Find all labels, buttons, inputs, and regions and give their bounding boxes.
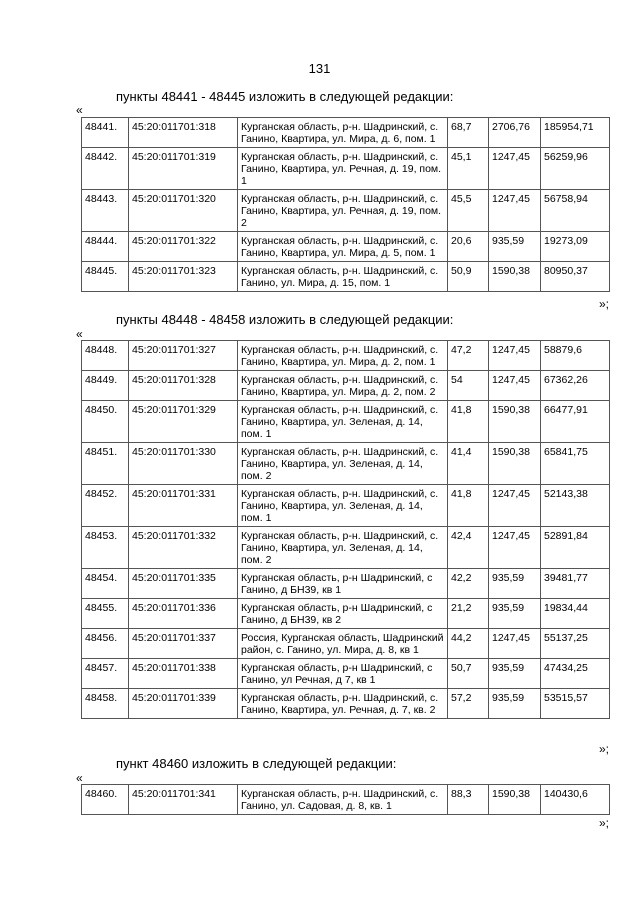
row-number-cell: 48455.	[82, 599, 129, 629]
address-cell: Курганская область, р-н. Шадринский, с. Ганино, ул. Садовая, д. 8, кв. 1	[238, 785, 448, 815]
cadastral-value-cell: 52891,84	[541, 527, 610, 569]
cadastral-number-cell: 45:20:011701:322	[129, 232, 238, 262]
table-row	[82, 118, 610, 148]
address-cell: Курганская область, р-н. Шадринский, с. Ганино, Квартира, ул. Зеленая, д. 14, пом. 1	[238, 401, 448, 443]
cadastral-number-cell: 45:20:011701:330	[129, 443, 238, 485]
area-cell: 88,3	[448, 785, 489, 815]
address-cell: Курганская область, р-н. Шадринский, с. Ганино, Квартира, ул. Мира, д. 2, пом. 1	[238, 341, 448, 371]
address-cell: Курганская область, р-н. Шадринский, с. Ганино, Квартира, ул. Зеленая, д. 14, пом. 2	[238, 443, 448, 485]
cadastral-number-cell: 45:20:011701:329	[129, 401, 238, 443]
row-number-cell: 48445.	[82, 262, 129, 292]
table-row	[82, 485, 610, 527]
row-number-cell: 48456.	[82, 629, 129, 659]
row-number-cell: 48441.	[82, 118, 129, 148]
cadastral-number-cell: 45:20:011701:337	[129, 629, 238, 659]
area-cell: 57,2	[448, 689, 489, 719]
table-row	[82, 569, 610, 599]
cadastral-value-cell: 66477,91	[541, 401, 610, 443]
rate-cell: 935,59	[489, 689, 541, 719]
address-cell: Курганская область, р-н. Шадринский, с. Ганино, Квартира, ул. Речная, д. 19, пом. 1	[238, 148, 448, 190]
row-number-cell: 48458.	[82, 689, 129, 719]
cadastral-number-cell: 45:20:011701:327	[129, 341, 238, 371]
table-row	[82, 689, 610, 719]
area-cell: 45,1	[448, 148, 489, 190]
close-quote: »;	[598, 816, 609, 830]
table-row	[82, 659, 610, 689]
open-quote: «	[76, 327, 83, 341]
registry-table	[81, 117, 610, 292]
row-number-cell: 48449.	[82, 371, 129, 401]
table-row	[82, 190, 610, 232]
rate-cell: 935,59	[489, 569, 541, 599]
cadastral-value-cell: 19273,09	[541, 232, 610, 262]
cadastral-number-cell: 45:20:011701:332	[129, 527, 238, 569]
cadastral-value-cell: 55137,25	[541, 629, 610, 659]
area-cell: 44,2	[448, 629, 489, 659]
row-number-cell: 48443.	[82, 190, 129, 232]
registry-table	[81, 340, 610, 719]
table-row	[82, 785, 610, 815]
area-cell: 68,7	[448, 118, 489, 148]
address-cell: Курганская область, р-н. Шадринский, с. Ганино, Квартира, ул. Речная, д. 7, кв. 2	[238, 689, 448, 719]
row-number-cell: 48451.	[82, 443, 129, 485]
cadastral-value-cell: 65841,75	[541, 443, 610, 485]
cadastral-number-cell: 45:20:011701:323	[129, 262, 238, 292]
cadastral-value-cell: 39481,77	[541, 569, 610, 599]
address-cell: Курганская область, р-н. Шадринский, с. Ганино, Квартира, ул. Мира, д. 6, пом. 1	[238, 118, 448, 148]
rate-cell: 1247,45	[489, 371, 541, 401]
cadastral-number-cell: 45:20:011701:331	[129, 485, 238, 527]
area-cell: 21,2	[448, 599, 489, 629]
cadastral-number-cell: 45:20:011701:341	[129, 785, 238, 815]
address-cell: Курганская область, р-н Шадринский, с Ганино, д БН39, кв 2	[238, 599, 448, 629]
table-row	[82, 443, 610, 485]
row-number-cell: 48457.	[82, 659, 129, 689]
cadastral-value-cell: 56259,96	[541, 148, 610, 190]
close-quote: »;	[598, 742, 609, 756]
area-cell: 41,8	[448, 485, 489, 527]
rate-cell: 1247,45	[489, 341, 541, 371]
cadastral-number-cell: 45:20:011701:335	[129, 569, 238, 599]
row-number-cell: 48452.	[82, 485, 129, 527]
cadastral-number-cell: 45:20:011701:320	[129, 190, 238, 232]
table-row	[82, 629, 610, 659]
rate-cell: 1590,38	[489, 785, 541, 815]
rate-cell: 1590,38	[489, 443, 541, 485]
table-row	[82, 232, 610, 262]
address-cell: Курганская область, р-н. Шадринский, с. Ганино, ул. Мира, д. 15, пом. 1	[238, 262, 448, 292]
area-cell: 42,2	[448, 569, 489, 599]
area-cell: 45,5	[448, 190, 489, 232]
cadastral-value-cell: 185954,71	[541, 118, 610, 148]
cadastral-value-cell: 52143,38	[541, 485, 610, 527]
rate-cell: 1590,38	[489, 262, 541, 292]
area-cell: 42,4	[448, 527, 489, 569]
table-row	[82, 527, 610, 569]
address-cell: Курганская область, р-н. Шадринский, с. Ганино, Квартира, ул. Зеленая, д. 14, пом. 1	[238, 485, 448, 527]
cadastral-number-cell: 45:20:011701:328	[129, 371, 238, 401]
close-quote: »;	[598, 297, 609, 311]
page-number: 131	[308, 61, 331, 76]
rate-cell: 935,59	[489, 659, 541, 689]
table-row	[82, 148, 610, 190]
address-cell: Курганская область, р-н Шадринский, с Ганино, д БН39, кв 1	[238, 569, 448, 599]
cadastral-value-cell: 80950,37	[541, 262, 610, 292]
section-intro: пункты 48441 - 48445 изложить в следующей редакции:	[116, 89, 454, 104]
cadastral-value-cell: 47434,25	[541, 659, 610, 689]
cadastral-value-cell: 56758,94	[541, 190, 610, 232]
cadastral-value-cell: 53515,57	[541, 689, 610, 719]
address-cell: Курганская область, р-н. Шадринский, с. Ганино, Квартира, ул. Зеленая, д. 14, пом. 2	[238, 527, 448, 569]
address-cell: Курганская область, р-н. Шадринский, с. Ганино, Квартира, ул. Речная, д. 19, пом. 2	[238, 190, 448, 232]
area-cell: 50,9	[448, 262, 489, 292]
table-row	[82, 341, 610, 371]
cadastral-number-cell: 45:20:011701:339	[129, 689, 238, 719]
rate-cell: 1247,45	[489, 629, 541, 659]
area-cell: 41,4	[448, 443, 489, 485]
rate-cell: 1247,45	[489, 148, 541, 190]
rate-cell: 1247,45	[489, 485, 541, 527]
row-number-cell: 48444.	[82, 232, 129, 262]
cadastral-value-cell: 19834,44	[541, 599, 610, 629]
section-intro: пункт 48460 изложить в следующей редакции:	[116, 756, 397, 771]
area-cell: 47,2	[448, 341, 489, 371]
table-row	[82, 599, 610, 629]
cadastral-value-cell: 67362,26	[541, 371, 610, 401]
rate-cell: 1590,38	[489, 401, 541, 443]
rate-cell: 1247,45	[489, 190, 541, 232]
row-number-cell: 48453.	[82, 527, 129, 569]
cadastral-value-cell: 140430,6	[541, 785, 610, 815]
row-number-cell: 48460.	[82, 785, 129, 815]
table-row	[82, 371, 610, 401]
row-number-cell: 48454.	[82, 569, 129, 599]
row-number-cell: 48448.	[82, 341, 129, 371]
address-cell: Курганская область, р-н. Шадринский, с. Ганино, Квартира, ул. Мира, д. 5, пом. 1	[238, 232, 448, 262]
cadastral-number-cell: 45:20:011701:336	[129, 599, 238, 629]
table-row	[82, 401, 610, 443]
open-quote: «	[76, 103, 83, 117]
cadastral-number-cell: 45:20:011701:319	[129, 148, 238, 190]
rate-cell: 2706,76	[489, 118, 541, 148]
rate-cell: 935,59	[489, 232, 541, 262]
address-cell: Россия, Курганская область, Шадринский район, с. Ганино, ул. Мира, д. 8, кв 1	[238, 629, 448, 659]
cadastral-number-cell: 45:20:011701:338	[129, 659, 238, 689]
open-quote: «	[76, 771, 83, 785]
table-row	[82, 262, 610, 292]
area-cell: 20,6	[448, 232, 489, 262]
section-intro: пункты 48448 - 48458 изложить в следующей редакции:	[116, 312, 454, 327]
rate-cell: 1247,45	[489, 527, 541, 569]
area-cell: 54	[448, 371, 489, 401]
area-cell: 50,7	[448, 659, 489, 689]
address-cell: Курганская область, р-н. Шадринский, с. Ганино, Квартира, ул. Мира, д. 2, пом. 2	[238, 371, 448, 401]
row-number-cell: 48450.	[82, 401, 129, 443]
cadastral-number-cell: 45:20:011701:318	[129, 118, 238, 148]
address-cell: Курганская область, р-н Шадринский, с Ганино, ул Речная, д 7, кв 1	[238, 659, 448, 689]
cadastral-value-cell: 58879,6	[541, 341, 610, 371]
registry-table	[81, 784, 610, 815]
row-number-cell: 48442.	[82, 148, 129, 190]
area-cell: 41,8	[448, 401, 489, 443]
rate-cell: 935,59	[489, 599, 541, 629]
